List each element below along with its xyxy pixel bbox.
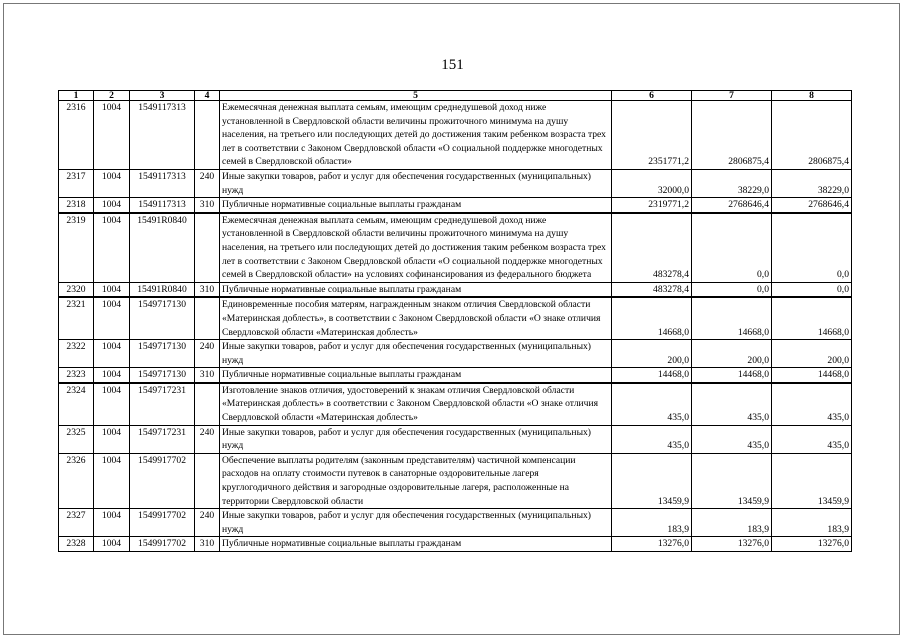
description-cell: Ежемесячная денежная выплата семьям, имеющим среднедушевой доход ниже установленной в Свердловской области величины прожиточного минимума на душу населения, на третьего или последующих детей до достижения таким ребенком возраста трех лет в соответствии с Законом Свердловской области «О социальной поддержке многодетных семей в Свердловской области» на условиях софинансирования из федерального бюджета — [220, 213, 612, 282]
row-number-cell: 2325 — [59, 425, 94, 453]
amount-col6-cell: 200,0 — [612, 340, 692, 368]
expense-type-cell: 310 — [195, 368, 220, 383]
amount-col6-cell: 14668,0 — [612, 297, 692, 339]
col-header-7: 7 — [692, 91, 772, 101]
expense-type-cell: 310 — [195, 282, 220, 297]
amount-col6-cell: 13276,0 — [612, 537, 692, 552]
amount-col8-cell: 200,0 — [772, 340, 852, 368]
target-code-cell: 1549717130 — [130, 340, 195, 368]
section-code-cell: 1004 — [94, 368, 130, 383]
section-code-cell: 1004 — [94, 509, 130, 537]
description-cell: Публичные нормативные социальные выплаты гражданам — [220, 282, 612, 297]
description-cell: Ежемесячная денежная выплата семьям, имеющим среднедушевой доход ниже установленной в Свердловской области величины прожиточного минимума на душу населения, на третьего или последующих детей до достижения таким ребенком возраста трех лет в соответствии с Законом Свердловской области «О социальной поддержке многодетных семей в Свердловской области» — [220, 101, 612, 170]
expense-type-cell — [195, 101, 220, 170]
table-row — [59, 297, 852, 339]
row-number-cell: 2328 — [59, 537, 94, 552]
section-code-cell: 1004 — [94, 169, 130, 197]
table-row — [59, 213, 852, 282]
budget-table — [58, 90, 852, 552]
col-header-8: 8 — [772, 91, 852, 101]
col-header-6: 6 — [612, 91, 692, 101]
expense-type-cell — [195, 213, 220, 282]
amount-col8-cell: 435,0 — [772, 425, 852, 453]
description-cell: Изготовление знаков отличия, удостоверений к знакам отличия Свердловской области «Материнская доблесть» в соответствии с Законом Свердловской области «О знаке отличия Свердловской области «Материнская доблесть» — [220, 383, 612, 425]
amount-col7-cell: 0,0 — [692, 282, 772, 297]
amount-col7-cell: 14468,0 — [692, 368, 772, 383]
row-number-cell: 2317 — [59, 169, 94, 197]
col-header-3: 3 — [130, 91, 195, 101]
amount-col6-cell: 13459,9 — [612, 453, 692, 508]
target-code-cell: 15491R0840 — [130, 213, 195, 282]
section-code-cell: 1004 — [94, 282, 130, 297]
amount-col7-cell: 38229,0 — [692, 169, 772, 197]
row-number-cell: 2316 — [59, 101, 94, 170]
section-code-cell: 1004 — [94, 198, 130, 213]
amount-col7-cell: 13276,0 — [692, 537, 772, 552]
amount-col6-cell: 435,0 — [612, 425, 692, 453]
amount-col8-cell: 2806875,4 — [772, 101, 852, 170]
description-cell: Иные закупки товаров, работ и услуг для обеспечения государственных (муниципальных) нужд — [220, 509, 612, 537]
row-number-cell: 2320 — [59, 282, 94, 297]
description-cell: Иные закупки товаров, работ и услуг для обеспечения государственных (муниципальных) нужд — [220, 340, 612, 368]
amount-col8-cell: 0,0 — [772, 213, 852, 282]
target-code-cell: 1549717231 — [130, 425, 195, 453]
target-code-cell: 1549917702 — [130, 537, 195, 552]
amount-col8-cell: 2768646,4 — [772, 198, 852, 213]
amount-col8-cell: 13276,0 — [772, 537, 852, 552]
amount-col7-cell: 2806875,4 — [692, 101, 772, 170]
row-number-cell: 2318 — [59, 198, 94, 213]
expense-type-cell: 240 — [195, 509, 220, 537]
section-code-cell: 1004 — [94, 537, 130, 552]
target-code-cell: 1549717130 — [130, 297, 195, 339]
section-code-cell: 1004 — [94, 297, 130, 339]
description-cell: Иные закупки товаров, работ и услуг для обеспечения государственных (муниципальных) нужд — [220, 169, 612, 197]
table-row — [59, 425, 852, 453]
description-cell: Публичные нормативные социальные выплаты гражданам — [220, 368, 612, 383]
amount-col6-cell: 14468,0 — [612, 368, 692, 383]
target-code-cell: 1549917702 — [130, 509, 195, 537]
amount-col7-cell: 13459,9 — [692, 453, 772, 508]
section-code-cell: 1004 — [94, 425, 130, 453]
expense-type-cell: 240 — [195, 169, 220, 197]
table-row — [59, 453, 852, 508]
target-code-cell: 1549717130 — [130, 368, 195, 383]
row-number-cell: 2326 — [59, 453, 94, 508]
amount-col6-cell: 483278,4 — [612, 213, 692, 282]
amount-col6-cell: 483278,4 — [612, 282, 692, 297]
amount-col7-cell: 200,0 — [692, 340, 772, 368]
table-row — [59, 383, 852, 425]
amount-col6-cell: 183,9 — [612, 509, 692, 537]
amount-col8-cell: 183,9 — [772, 509, 852, 537]
amount-col6-cell: 435,0 — [612, 383, 692, 425]
description-cell: Единовременные пособия матерям, награжденным знаком отличия Свердловской области «Материнская доблесть», в соответствии с Законом Свердловской области «О знаке отличия Свердловской области «Материнская доблесть» — [220, 297, 612, 339]
section-code-cell: 1004 — [94, 383, 130, 425]
row-number-cell: 2324 — [59, 383, 94, 425]
col-header-4: 4 — [195, 91, 220, 101]
section-code-cell: 1004 — [94, 213, 130, 282]
header-row — [59, 91, 852, 101]
row-number-cell: 2327 — [59, 509, 94, 537]
amount-col8-cell: 38229,0 — [772, 169, 852, 197]
expense-type-cell: 240 — [195, 425, 220, 453]
expense-type-cell: 240 — [195, 340, 220, 368]
table-row — [59, 169, 852, 197]
row-number-cell: 2322 — [59, 340, 94, 368]
target-code-cell: 15491R0840 — [130, 282, 195, 297]
section-code-cell: 1004 — [94, 340, 130, 368]
row-number-cell: 2323 — [59, 368, 94, 383]
section-code-cell: 1004 — [94, 453, 130, 508]
amount-col7-cell: 14668,0 — [692, 297, 772, 339]
target-code-cell: 1549717231 — [130, 383, 195, 425]
table-row — [59, 340, 852, 368]
table-row — [59, 282, 852, 297]
table-row — [59, 537, 852, 552]
col-header-2: 2 — [94, 91, 130, 101]
amount-col8-cell: 0,0 — [772, 282, 852, 297]
target-code-cell: 1549917702 — [130, 453, 195, 508]
amount-col7-cell: 435,0 — [692, 383, 772, 425]
amount-col8-cell: 14468,0 — [772, 368, 852, 383]
amount-col7-cell: 183,9 — [692, 509, 772, 537]
amount-col8-cell: 435,0 — [772, 383, 852, 425]
table-row — [59, 198, 852, 213]
expense-type-cell: 310 — [195, 537, 220, 552]
description-cell: Обеспечение выплаты родителям (законным представителям) частичной компенсации расходов на оплату стоимости путевок в санаторные оздоровительные лагеря круглогодичного действия и загородные оздоровительные лагеря, расположенные на территории Свердловской области — [220, 453, 612, 508]
description-cell: Публичные нормативные социальные выплаты гражданам — [220, 198, 612, 213]
table-row — [59, 101, 852, 170]
amount-col8-cell: 14668,0 — [772, 297, 852, 339]
row-number-cell: 2321 — [59, 297, 94, 339]
expense-type-cell — [195, 383, 220, 425]
target-code-cell: 1549117313 — [130, 198, 195, 213]
section-code-cell: 1004 — [94, 101, 130, 170]
amount-col7-cell: 2768646,4 — [692, 198, 772, 213]
amount-col6-cell: 2351771,2 — [612, 101, 692, 170]
page-number: 151 — [441, 57, 464, 73]
amount-col6-cell: 2319771,2 — [612, 198, 692, 213]
amount-col7-cell: 0,0 — [692, 213, 772, 282]
amount-col6-cell: 32000,0 — [612, 169, 692, 197]
amount-col7-cell: 435,0 — [692, 425, 772, 453]
amount-col8-cell: 13459,9 — [772, 453, 852, 508]
target-code-cell: 1549117313 — [130, 169, 195, 197]
col-header-1: 1 — [59, 91, 94, 101]
expense-type-cell — [195, 453, 220, 508]
table-row — [59, 509, 852, 537]
description-cell: Публичные нормативные социальные выплаты гражданам — [220, 537, 612, 552]
target-code-cell: 1549117313 — [130, 101, 195, 170]
description-cell: Иные закупки товаров, работ и услуг для обеспечения государственных (муниципальных) нужд — [220, 425, 612, 453]
col-header-5: 5 — [220, 91, 612, 101]
expense-type-cell: 310 — [195, 198, 220, 213]
row-number-cell: 2319 — [59, 213, 94, 282]
table-row — [59, 368, 852, 383]
expense-type-cell — [195, 297, 220, 339]
